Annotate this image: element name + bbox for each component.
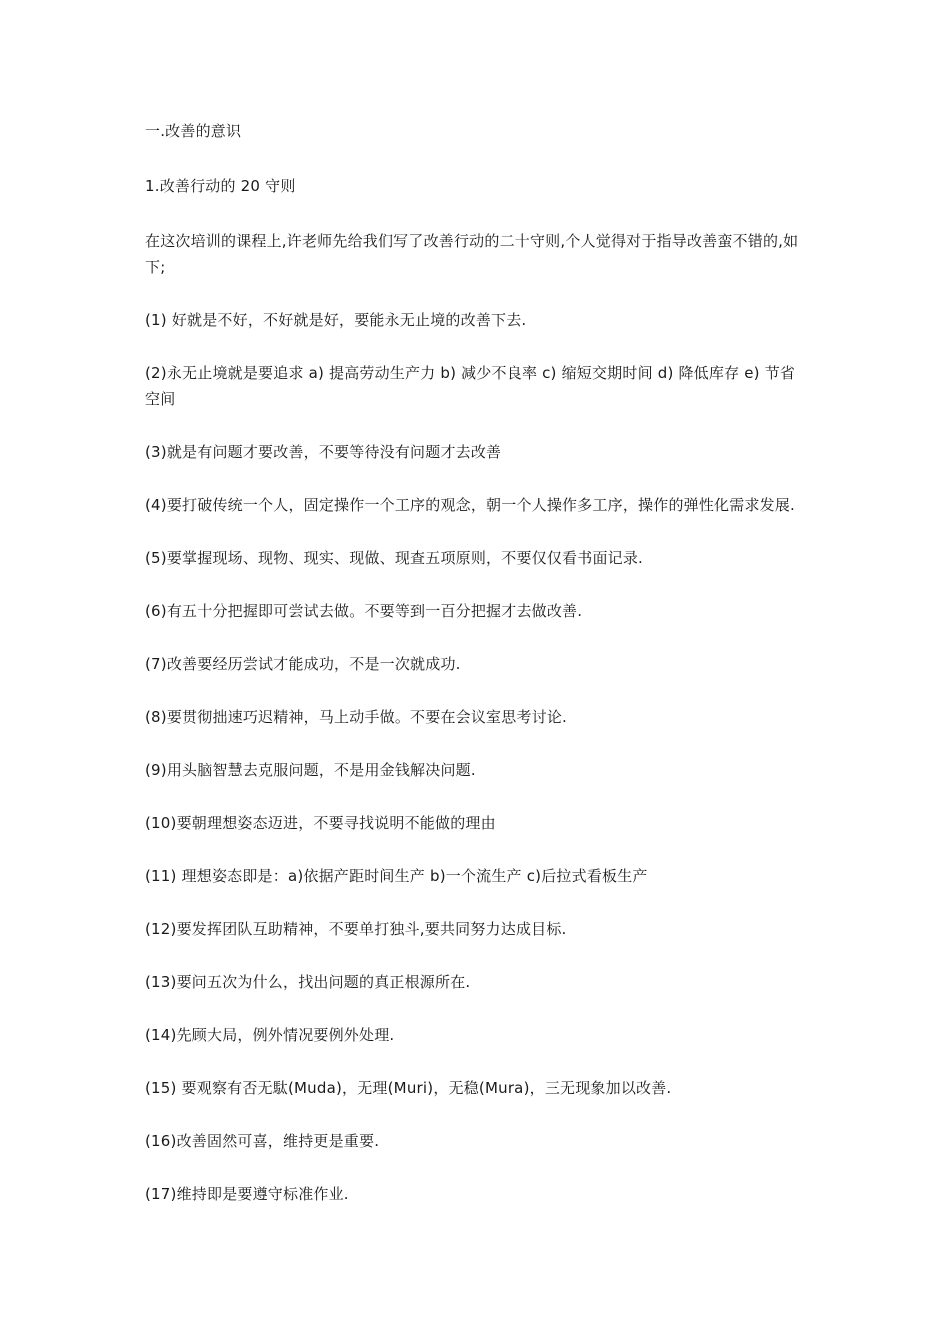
rule-item: (4)要打破传统一个人，固定操作一个工序的观念，朝一个人操作多工序，操作的弹性化需求发展. — [145, 496, 796, 514]
rule-item: (10)要朝理想姿态迈进，不要寻找说明不能做的理由 — [145, 814, 496, 832]
rule-item: (2)永无止境就是要追求 a) 提高劳动生产力 b) 减少不良率 c) 缩短交期时间 d) 降低库存 e) 节省空间 — [145, 364, 796, 408]
rule-item: (16)改善固然可喜，维持更是重要. — [145, 1132, 380, 1150]
rules-list — [145, 307, 810, 1207]
rule-item: (12)要发挥团队互助精神，不要单打独斗,要共同努力达成目标. — [145, 920, 567, 938]
rule-item: (5)要掌握现场、现物、现实、现做、现查五项原则，不要仅仅看书面记录. — [145, 549, 644, 567]
rule-item: (3)就是有问题才要改善，不要等待没有问题才去改善 — [145, 443, 502, 461]
subsection-title: 1.改善行动的 20 守则 — [145, 177, 296, 195]
document-page — [145, 118, 810, 1234]
rule-item: (13)要问五次为什么，找出问题的真正根源所在. — [145, 973, 471, 991]
rule-item: (1) 好就是不好，不好就是好，要能永无止境的改善下去. — [145, 311, 527, 329]
rule-item: (14)先顾大局，例外情况要例外处理. — [145, 1026, 395, 1044]
rule-item: (8)要贯彻拙速巧迟精神，马上动手做。不要在会议室思考讨论. — [145, 708, 568, 726]
rule-item: (6)有五十分把握即可尝试去做。不要等到一百分把握才去做改善. — [145, 602, 583, 620]
rule-item: (11) 理想姿态即是：a)依据产距时间生产 b)一个流生产 c)后拉式看板生产 — [145, 867, 648, 885]
rule-item: (7)改善要经历尝试才能成功，不是一次就成功. — [145, 655, 461, 673]
rule-item: (9)用头脑智慧去克服问题，不是用金钱解决问题. — [145, 761, 476, 779]
section-title: 一.改善的意识 — [145, 122, 242, 140]
rule-item: (15) 要观察有否无駄(Muda)，无理(Muri)，无稳(Mura)，三无现象加以改善. — [145, 1079, 672, 1097]
intro-paragraph: 在这次培训的课程上,许老师先给我们写了改善行动的二十守则,个人觉得对于指导改善蛮不错的,如下; — [145, 232, 799, 276]
rule-item: (17)维持即是要遵守标准作业. — [145, 1185, 349, 1203]
